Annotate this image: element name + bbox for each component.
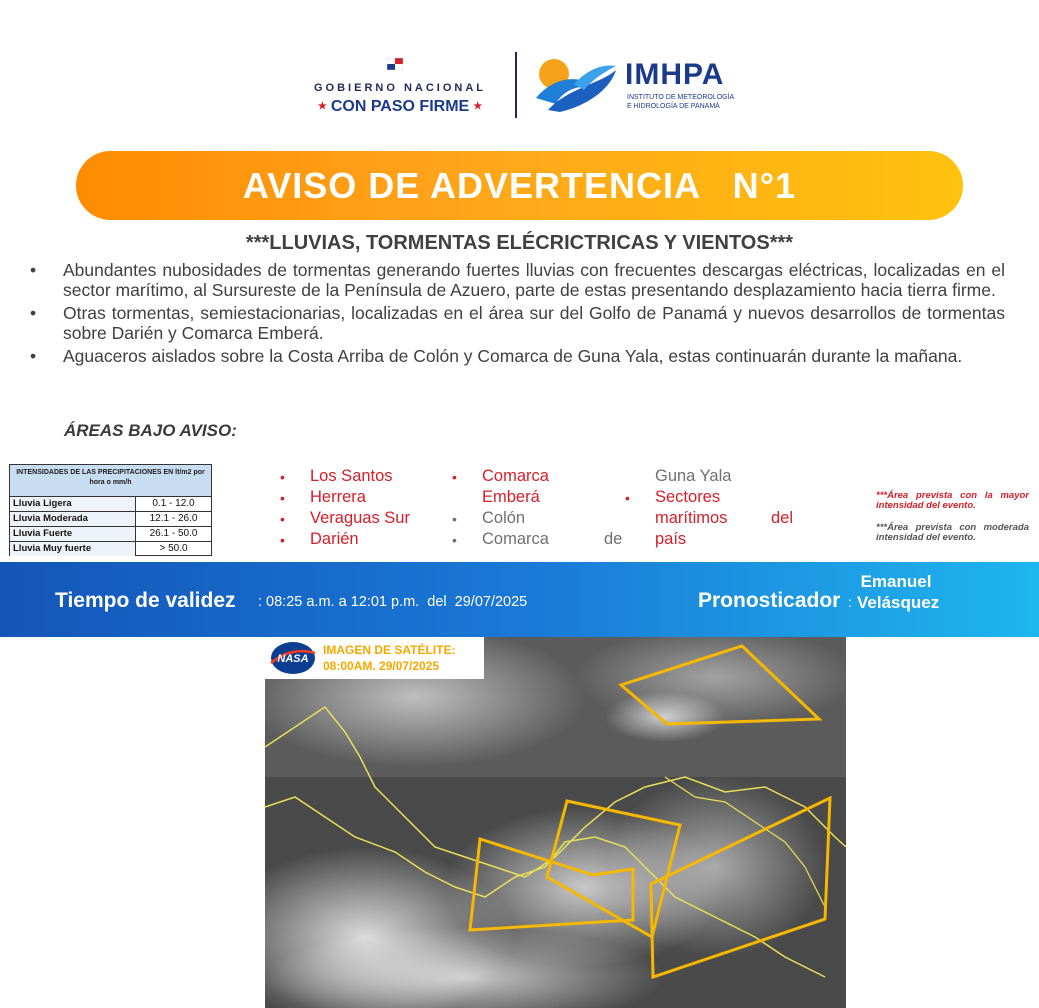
list-item xyxy=(30,346,1005,366)
table-cell: 0.1 - 12.0 xyxy=(152,498,195,509)
satellite-label-1: IMAGEN DE SATÉLITE: xyxy=(323,643,456,657)
imhpa-subtitle-2: E HIDROLOGÍA DE PANAMÁ xyxy=(627,103,720,110)
area-herrera: Herrera xyxy=(310,488,366,506)
validity-value: : 08:25 a.m. a 12:01 p.m. del 29/07/2025 xyxy=(258,594,528,610)
area-colon: Colón xyxy=(482,509,526,527)
table-cell: Lluvia Ligera xyxy=(10,497,136,511)
bullet-text: Abundantes nubosidades de tormentas generando fuertes lluvias con frecuentes descargas eléctricas, localizadas en el sector marítimo, al Sursureste de la Península de Azuero, parte de estas presentando desplazamiento hacia tierra firme. xyxy=(63,260,1005,300)
bullet-icon: • xyxy=(452,469,457,485)
imhpa-logo-icon xyxy=(534,54,618,116)
area-veraguas-sur: Veraguas Sur xyxy=(310,509,410,527)
forecaster-label: Pronosticador xyxy=(698,589,841,612)
validity-label: Tiempo de validez xyxy=(55,589,236,612)
bullet-icon: • xyxy=(625,490,630,506)
table-header: INTENSIDADES DE LAS PRECIPITACIONES EN lt/m2 por hora o mm/h xyxy=(10,465,211,497)
bullet-icon: • xyxy=(280,469,285,485)
list-item xyxy=(30,260,1005,300)
bullet-icon: • xyxy=(452,511,457,527)
forecaster-last-name: Velásquez xyxy=(857,593,940,612)
area-sectores-3: del xyxy=(771,509,794,527)
warning-subtitle: ***LLUVIAS, TORMENTAS ELÉCRICTRICAS Y VIENTOS*** xyxy=(245,232,794,254)
area-comarca-guna-2: de xyxy=(604,530,623,548)
table-row xyxy=(10,512,211,527)
note-moderate-intensity: ***Área prevista con moderada intensidad del evento. xyxy=(876,522,1029,543)
table-row xyxy=(10,527,211,542)
area-los-santos: Los Santos xyxy=(310,467,393,485)
note-max-intensity: ***Área prevista con la mayor intensidad del evento. xyxy=(876,490,1029,511)
satellite-image xyxy=(265,637,846,1008)
bullet-icon: • xyxy=(30,303,37,323)
table-row xyxy=(10,497,211,512)
area-sectores-2: marítimos xyxy=(655,509,728,527)
bullet-icon: • xyxy=(280,532,285,548)
gov-slogan: CON PASO FIRME xyxy=(330,98,470,115)
table-cell: > 50.0 xyxy=(159,543,188,554)
areas-title: ÁREAS BAJO AVISO: xyxy=(64,421,237,440)
list-item xyxy=(30,303,1005,343)
imhpa-subtitle-1: INSTITUTO DE METEOROLOGÍA xyxy=(627,94,735,101)
header-divider xyxy=(515,52,517,118)
star-icon: ★ xyxy=(317,101,327,113)
warning-bullets xyxy=(30,260,1005,369)
intensity-table xyxy=(9,464,212,556)
area-sectores-1: Sectores xyxy=(655,488,721,506)
bullet-icon: • xyxy=(30,346,37,366)
area-darien: Darién xyxy=(310,530,359,548)
bullet-text: Aguaceros aislados sobre la Costa Arriba de Colón y Comarca de Guna Yala, estas continuarán durante la mañana. xyxy=(63,346,963,366)
bullet-icon: • xyxy=(452,532,457,548)
forecaster-first-name: Emanuel xyxy=(860,572,932,591)
forecaster-colon: : xyxy=(848,594,852,610)
forecaster-full xyxy=(0,0,1,1)
area-comarca-embera-1: Comarca xyxy=(482,467,549,485)
star-icon: ★ xyxy=(473,101,483,113)
area-sectores-4: país xyxy=(655,530,687,548)
table-cell: 26.1 - 50.0 xyxy=(149,528,198,539)
nasa-logo-text: NASA xyxy=(277,653,309,665)
satellite-label-2: 08:00AM. 29/07/2025 xyxy=(323,659,440,673)
table-cell: 12.1 - 26.0 xyxy=(149,513,198,524)
area-comarca-embera-2: Emberá xyxy=(482,488,540,506)
table-cell: Lluvia Muy fuerte xyxy=(10,542,136,556)
bullet-icon: • xyxy=(280,490,285,506)
warning-title: AVISO DE ADVERTENCIA N°1 xyxy=(242,165,797,206)
bullet-icon: • xyxy=(30,260,37,280)
table-cell: Lluvia Fuerte xyxy=(10,527,136,541)
nasa-logo-icon xyxy=(269,641,317,675)
bullet-text: Otras tormentas, semiestacionarias, localizadas en el área sur del Golfo de Panamá y nuevos desarrollos de tormentas sobre Darién y Comarca Emberá. xyxy=(63,303,1005,343)
bullet-icon: • xyxy=(280,511,285,527)
table-row xyxy=(10,542,211,556)
gov-line1: GOBIERNO NACIONAL xyxy=(314,82,486,94)
panama-flag-icon xyxy=(387,58,403,70)
table-cell: Lluvia Moderada xyxy=(10,512,136,526)
forecaster-name xyxy=(857,571,940,613)
area-guna-yala: Guna Yala xyxy=(655,467,732,485)
gov-line2 xyxy=(300,98,500,116)
imhpa-title: IMHPA xyxy=(625,58,725,91)
area-comarca-guna-1: Comarca xyxy=(482,530,549,548)
